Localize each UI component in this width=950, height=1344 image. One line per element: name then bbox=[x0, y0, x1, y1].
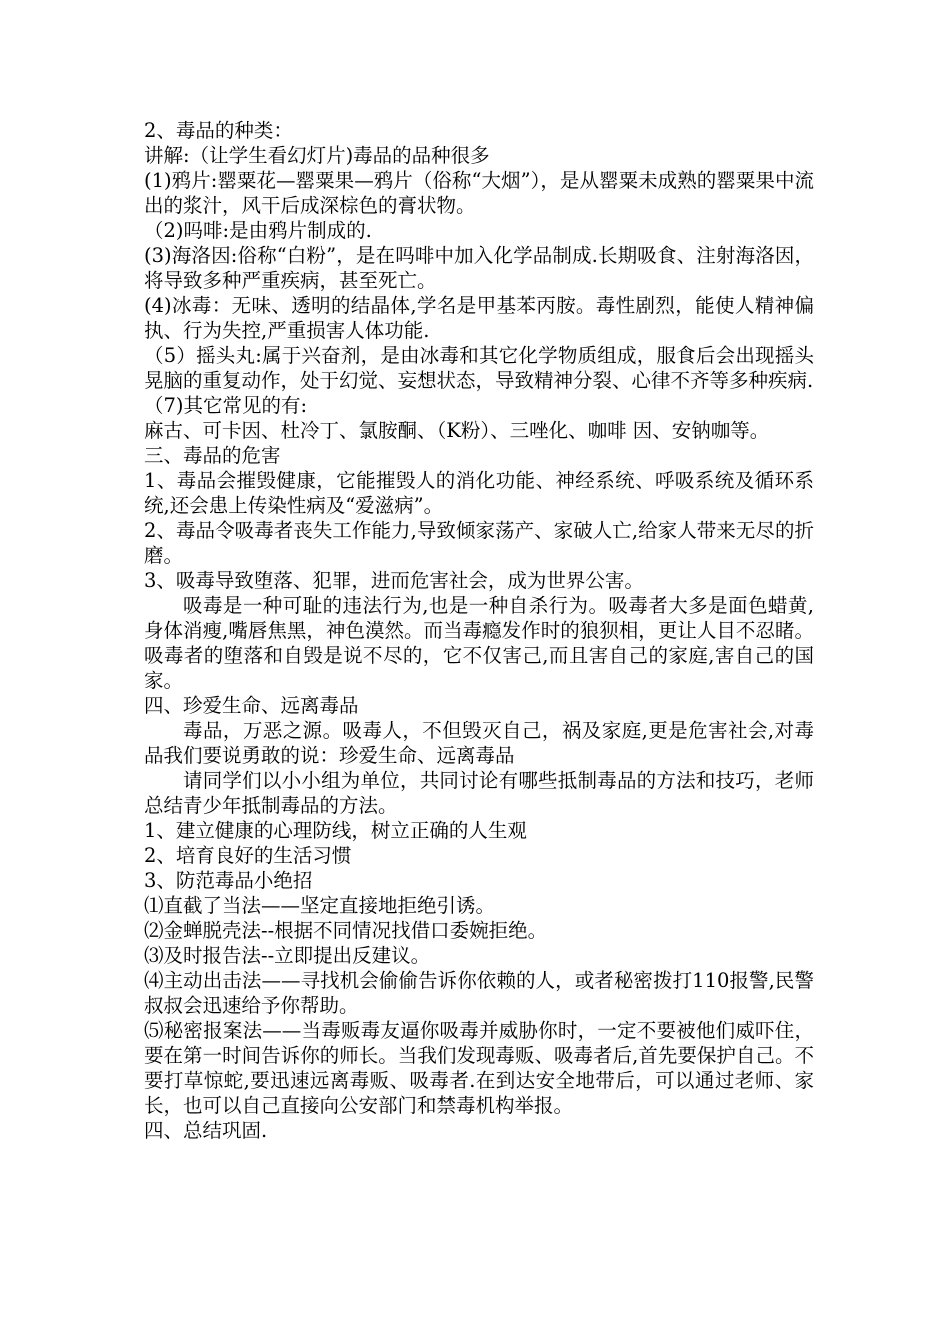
paragraph-heroin: (3)海洛因:俗称“白粉”，是在吗啡中加入化学品制成.长期吸食、注射海洛因，将导致多种严重疾病，甚至死亡。 bbox=[144, 244, 814, 292]
tip-item-4: ⑷主动出击法——寻找机会偷偷告诉你依赖的人，或者秘密拨打110报警,民警叔叔会迅速给予你帮助。 bbox=[144, 969, 814, 1017]
tip-item-2: ⑵金蝉脱壳法--根据不同情况找借口委婉拒绝。 bbox=[144, 919, 548, 942]
harm-item-3: 3、吸毒导致堕落、犯罪，进而危害社会，成为世界公害。 bbox=[144, 569, 644, 592]
lecture-intro: 讲解:（让学生看幻灯片)毒品的品种很多 bbox=[144, 144, 490, 167]
paragraph-root-of-evil: 毒品，万恶之源。吸毒人，不但毁灭自己，祸及家庭,更是危害社会,对毒品我们要说勇敢的说：珍爱生命、远离毒品 bbox=[144, 719, 814, 767]
method-item-2: 2、培育良好的生活习惯 bbox=[144, 844, 352, 867]
paragraph-opium: (1)鸦片:罂粟花—罂粟果—鸦片（俗称“大烟”），是从罂粟未成熟的罂粟果中流出的浆汁，风干后成深棕色的膏状物。 bbox=[144, 169, 814, 217]
harm-item-1: 1、毒品会摧毁健康，它能摧毁人的消化功能、神经系统、呼吸系统及循环系统,还会患上传染性病及“爱滋病”。 bbox=[144, 469, 814, 517]
section-heading-summary: 四、总结巩固. bbox=[144, 1119, 268, 1142]
tip-item-3: ⑶及时报告法--立即提出反建议。 bbox=[144, 944, 431, 967]
paragraph-shame: 吸毒是一种可耻的违法行为,也是一种自杀行为。吸毒者大多是面色蜡黄,身体消瘦,嘴唇焦黑，神色漠然。而当毒瘾发作时的狼狈相，更让人目不忍睹。吸毒者的堕落和自毁是说不尽的，它不仅害己,而且害自己的家庭,害自己的国家。 bbox=[144, 594, 814, 692]
section-heading-cherish-life: 四、珍爱生命、远离毒品 bbox=[144, 694, 359, 717]
paragraph-group-discussion: 请同学们以小小组为单位，共同讨论有哪些抵制毒品的方法和技巧，老师总结青少年抵制毒品的方法。 bbox=[144, 769, 814, 817]
harm-item-2: 2、毒品令吸毒者丧失工作能力,导致倾家荡产、家破人亡,给家人带来无尽的折磨。 bbox=[144, 519, 814, 567]
document-page bbox=[144, 118, 814, 1143]
method-item-1: 1、建立健康的心理防线，树立正确的人生观 bbox=[144, 819, 527, 842]
paragraph-ecstasy: （5）摇头丸:属于兴奋剂，是由冰毒和其它化学物质组成，服食后会出现摇头晃脑的重复动作，处于幻觉、妄想状态，导致精神分裂、心律不齐等多种疾病. bbox=[144, 344, 814, 392]
method-item-3: 3、防范毒品小绝招 bbox=[144, 869, 313, 892]
paragraph-others-list: 麻古、可卡因、杜冷丁、氯胺酮、（K粉）、三唑化、咖啡 因、安钠咖等。 bbox=[144, 419, 770, 442]
section-heading-drug-types: 2、毒品的种类： bbox=[144, 119, 293, 142]
section-heading-harms: 三、毒品的危害 bbox=[144, 444, 281, 467]
paragraph-others-heading: （7)其它常见的有: bbox=[144, 394, 308, 417]
paragraph-meth: (4)冰毒：无味、透明的结晶体,学名是甲基苯丙胺。毒性剧烈，能使人精神偏执、行为失控,严重损害人体功能. bbox=[144, 294, 814, 342]
tip-item-5: ⑸秘密报案法——当毒贩毒友逼你吸毒并威胁你时，一定不要被他们威吓住，要在第一时间告诉你的师长。当我们发现毒贩、吸毒者后,首先要保护自己。不要打草惊蛇,要迅速远离毒贩、吸毒者.在到达安全地带后，可以通过老师、家长，也可以自己直接向公安部门和禁毒机构举报。 bbox=[144, 1019, 814, 1117]
tip-item-1: ⑴直截了当法——坚定直接地拒绝引诱。 bbox=[144, 894, 496, 917]
paragraph-morphine: （2)吗啡:是由鸦片制成的. bbox=[144, 219, 372, 242]
